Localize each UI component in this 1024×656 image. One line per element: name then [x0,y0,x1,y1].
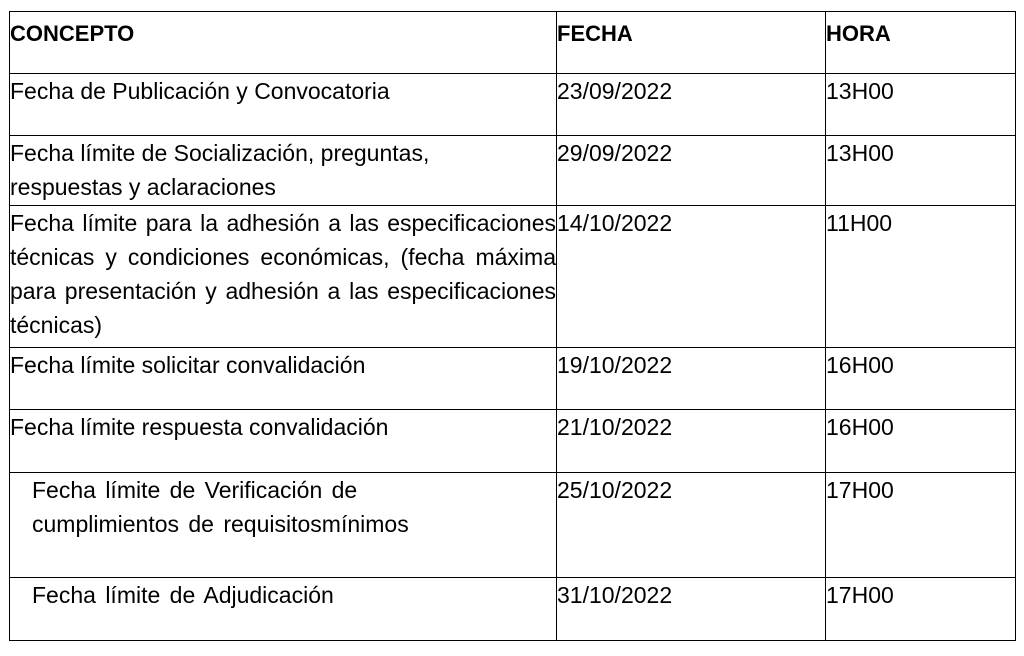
concept-cell: Fecha límite de Adjudicación [10,578,557,641]
date-cell: 29/09/2022 [557,136,826,206]
time-cell: 16H00 [826,348,1016,410]
table-row [10,410,1016,473]
table-row [10,74,1016,136]
time-cell: 13H00 [826,136,1016,206]
time-cell: 13H00 [826,74,1016,136]
concept-cell: Fecha límite de Socialización, preguntas, respuestas y aclaraciones [10,136,557,206]
date-cell: 14/10/2022 [557,206,826,348]
date-cell: 19/10/2022 [557,348,826,410]
time-cell: 17H00 [826,578,1016,641]
date-cell: 21/10/2022 [557,410,826,473]
header-concepto: CONCEPTO [10,12,557,74]
date-cell: 25/10/2022 [557,473,826,578]
date-cell: 23/09/2022 [557,74,826,136]
table-row [10,136,1016,206]
concept-cell: Fecha límite respuesta convalidación [10,410,557,473]
date-cell: 31/10/2022 [557,578,826,641]
table-row [10,348,1016,410]
time-cell: 11H00 [826,206,1016,348]
table-header-row [10,12,1016,74]
table-row [10,206,1016,348]
time-cell: 16H00 [826,410,1016,473]
schedule-table [9,11,1016,641]
header-fecha: FECHA [557,12,826,74]
concept-cell: Fecha límite para la adhesión a las especificaciones técnicas y condiciones económicas, (fecha máxima para presentación y adhesión a las especificaciones técnicas) [10,206,557,348]
concept-cell: Fecha límite de Verificación de cumplimientos de requisitosmínimos [10,473,557,578]
table-row [10,473,1016,578]
time-cell: 17H00 [826,473,1016,578]
concept-cell: Fecha de Publicación y Convocatoria [10,74,557,136]
header-hora: HORA [826,12,1016,74]
table-row [10,578,1016,641]
concept-cell: Fecha límite solicitar convalidación [10,348,557,410]
